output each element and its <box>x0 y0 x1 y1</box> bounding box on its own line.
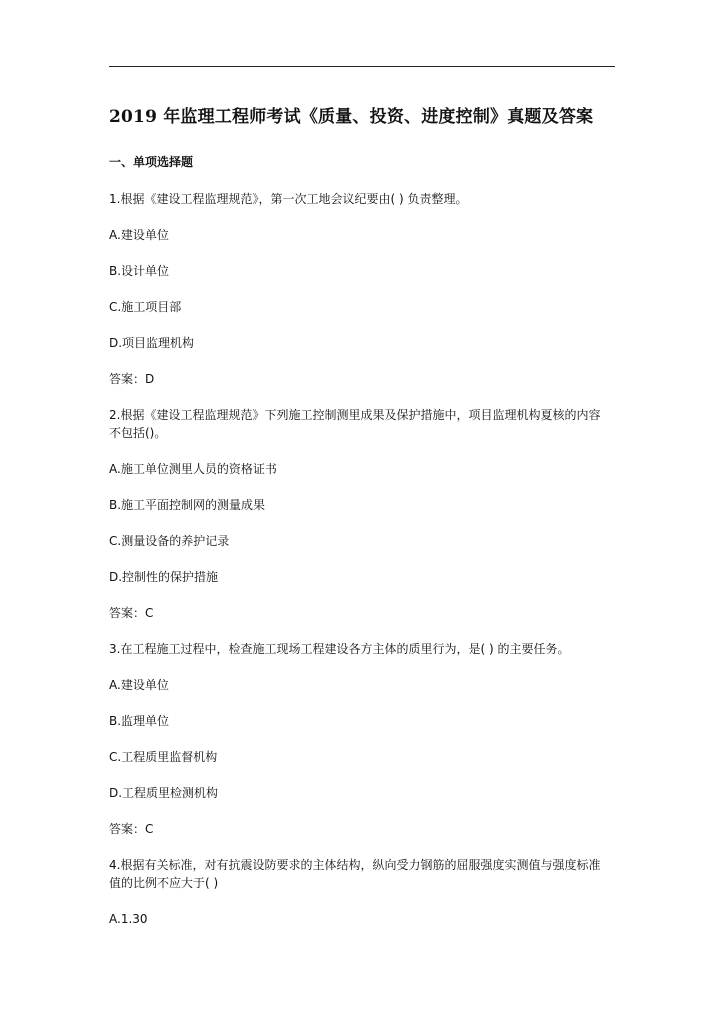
question-2-answer: 答案：C <box>109 606 154 620</box>
question-2-stem-line-2: 不包括()。 <box>109 426 167 440</box>
header-rule <box>109 66 615 67</box>
question-1-option-c: C.施工项目部 <box>109 300 182 314</box>
question-4-option-a: A.1.30 <box>109 912 148 926</box>
document-title: 2019 年监理工程师考试《质量、投资、进度控制》真题及答案 <box>109 107 594 127</box>
question-2-option-c: C.测量设备的养护记录 <box>109 534 230 548</box>
question-4-stem-line-2: 值的比例不应大于( ) <box>109 876 219 890</box>
question-2-option-a: A.施工单位测里人员的资格证书 <box>109 462 277 476</box>
question-1-option-b: B.设计单位 <box>109 264 170 278</box>
question-3-option-b: B.监理单位 <box>109 714 170 728</box>
question-1-answer: 答案：D <box>109 372 155 386</box>
question-3-option-c: C.工程质里监督机构 <box>109 750 218 764</box>
question-1-option-d: D.项目监理机构 <box>109 336 195 350</box>
section-heading: 一、单项选择题 <box>109 155 194 169</box>
question-1-option-a: A.建设单位 <box>109 228 169 242</box>
question-3-option-d: D.工程质里检测机构 <box>109 786 219 800</box>
question-1-stem: 1.根据《建设工程监理规范》，第一次工地会议纪要由( ) 负责整理。 <box>109 192 468 206</box>
question-2-option-b: B.施工平面控制网的测量成果 <box>109 498 266 512</box>
question-2-stem-line-1: 2.根据《建设工程监理规范》下列施工控制测里成果及保护措施中，项目监理机构夏核的内容 <box>109 408 601 422</box>
question-3-stem: 3.在工程施工过程中，检查施工现场工程建设各方主体的质里行为，是( ) 的主要任务。 <box>109 642 570 656</box>
question-3-option-a: A.建设单位 <box>109 678 169 692</box>
question-4-stem-line-1: 4.根据有关标准，对有抗震设防要求的主体结构，纵向受力钢筋的屈服强度实测值与强度标准 <box>109 858 601 872</box>
question-3-answer: 答案：C <box>109 822 154 836</box>
question-2-option-d: D.控制性的保护措施 <box>109 570 219 584</box>
